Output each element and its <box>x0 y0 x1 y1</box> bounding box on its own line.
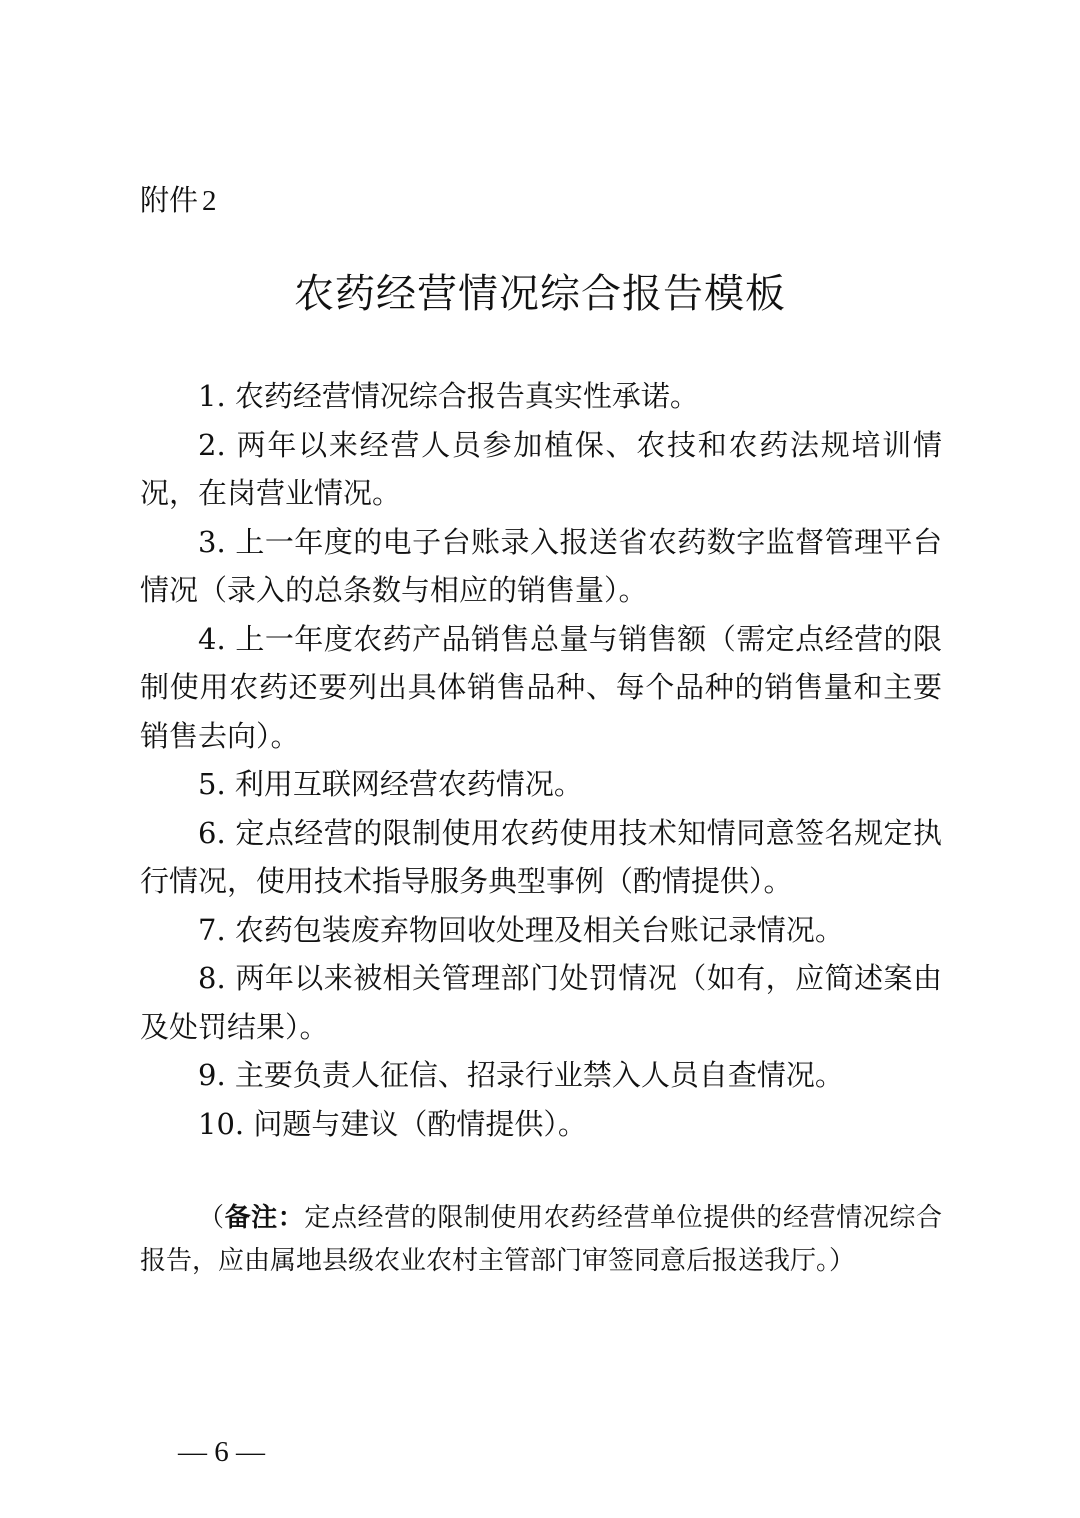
page-number: — 6 — <box>178 1436 265 1468</box>
list-item: 3. 上一年度的电子台账录入报送省农药数字监督管理平台情况（录入的总条数与相应的销售量）。 <box>140 524 942 607</box>
list-item: 9. 主要负责人征信、招录行业禁入人员自查情况。 <box>198 1058 844 1092</box>
note-text: 定点经营的限制使用农药经营单位提供的经营情况综合报告，应由属地县级农业农村主管部门审签同意后报送我厅。） <box>140 1203 942 1276</box>
page-title: 农药经营情况综合报告模板 <box>294 271 786 317</box>
list-item: 7. 农药包装废弃物回收处理及相关台账记录情况。 <box>198 912 844 947</box>
list-item: 8. 两年以来被相关管理部门处罚情况（如有，应简述案由及处罚结果）。 <box>140 961 942 1044</box>
attachment-text: 附件 <box>140 183 199 217</box>
list-item: 5. 利用互联网经营农药情况。 <box>198 767 583 801</box>
note-label: 备注： <box>224 1203 305 1233</box>
note-open-paren: （ <box>198 1203 225 1233</box>
attachment-number: 2 <box>202 185 217 217</box>
attachment-label <box>140 178 217 223</box>
list-item: 10. 问题与建议（酌情提供）。 <box>198 1106 587 1141</box>
list-item: 2. 两年以来经营人员参加植保、农技和农药法规培训情况，在岗营业情况。 <box>140 427 942 510</box>
remark-note <box>140 1197 942 1283</box>
list-item: 6. 定点经营的限制使用农药使用技术知情同意签名规定执行情况，使用技术指导服务典型事例（酌情提供）。 <box>140 815 942 898</box>
list-item: 1. 农药经营情况综合报告真实性承诺。 <box>198 379 699 413</box>
list-item: 4. 上一年度农药产品销售总量与销售额（需定点经营的限制使用农药还要列出具体销售品种、每个品种的销售量和主要销售去向）。 <box>140 621 942 753</box>
item-list <box>140 372 942 1148</box>
